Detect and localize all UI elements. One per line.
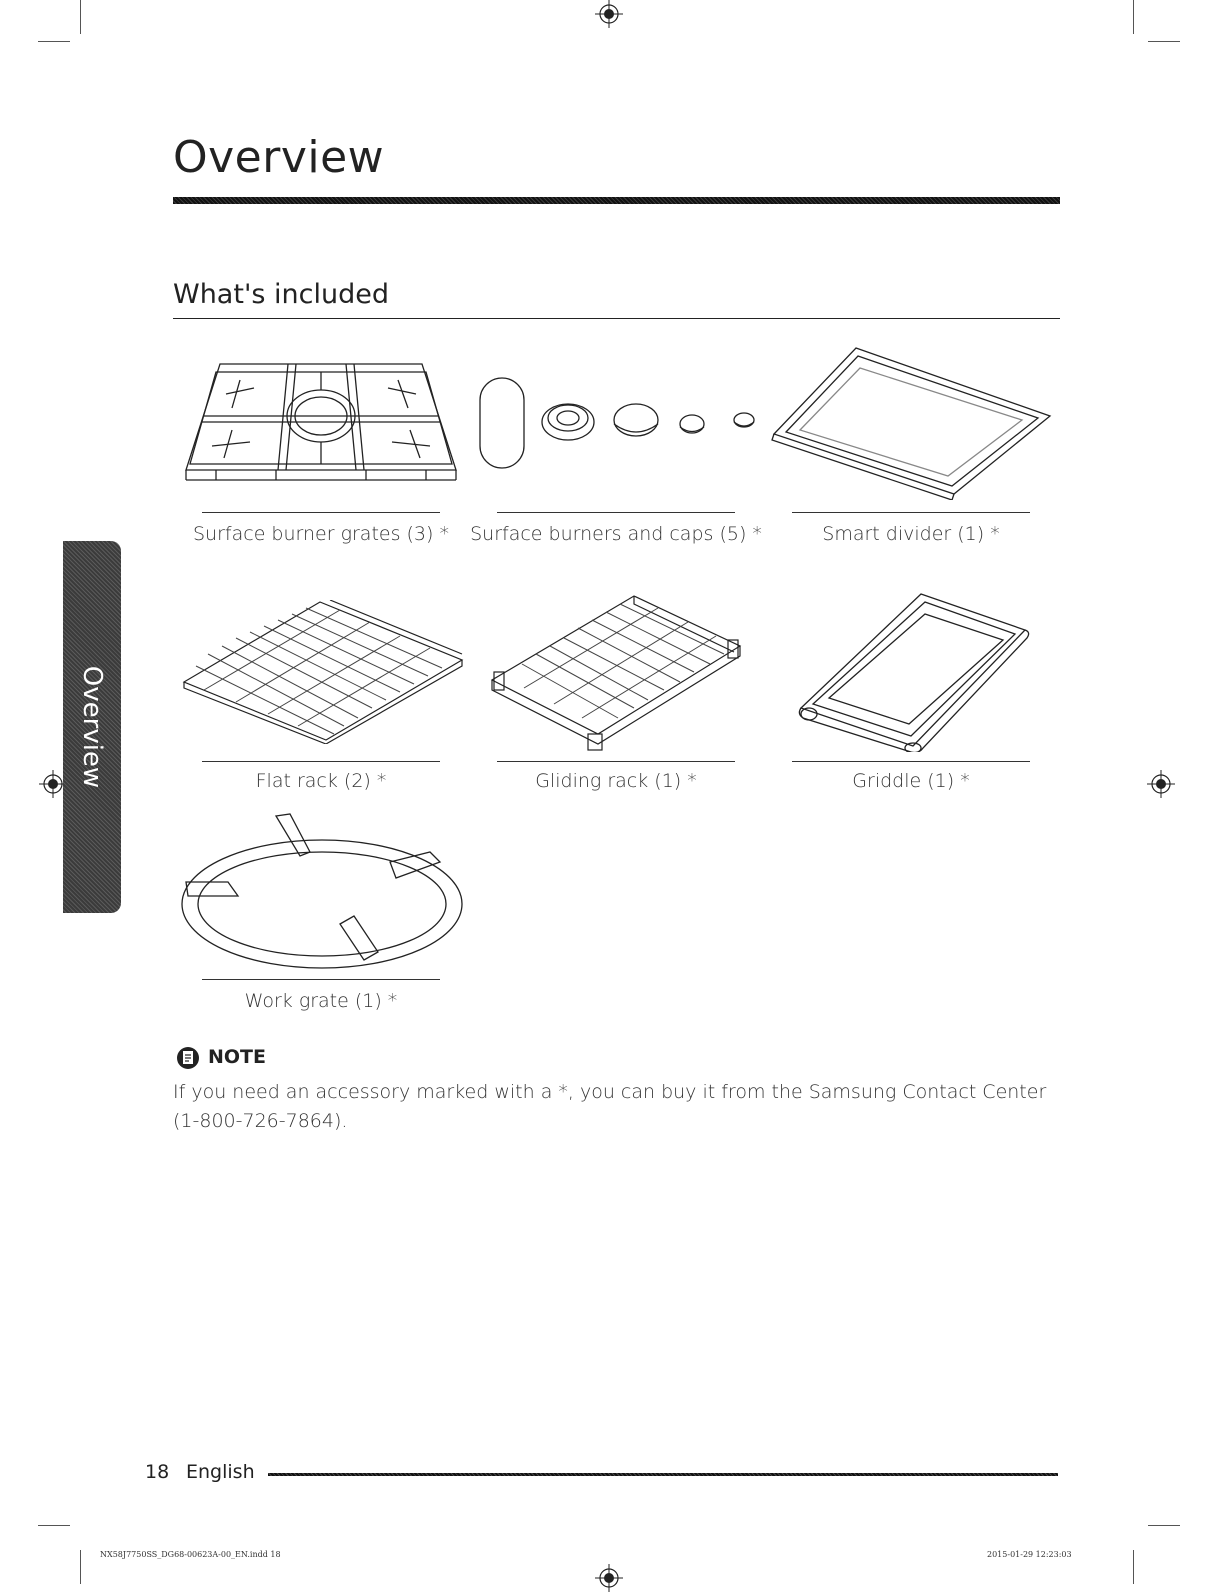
page-number: 18 [145, 1461, 170, 1483]
crop-mark [1133, 1550, 1134, 1584]
caption-burner-grates: Surface burner grates (3) * [193, 523, 449, 545]
crop-mark [1148, 1525, 1180, 1526]
flat-rack-illustration [180, 600, 466, 744]
crop-mark [80, 1550, 81, 1584]
print-slug-date: 2015-01-29 12:23:03 [987, 1550, 1072, 1559]
burner-grates-illustration [180, 358, 462, 486]
work-grate-illustration [178, 812, 468, 972]
registration-mark-icon [594, 1564, 624, 1594]
caption-griddle: Griddle (1) * [852, 770, 970, 792]
caption-burners-caps: Surface burners and caps (5) * [470, 523, 762, 545]
griddle-illustration [795, 590, 1031, 752]
note-icon [176, 1046, 200, 1070]
caption-work-grate: Work grate (1) * [244, 990, 398, 1012]
item-rule [202, 761, 440, 762]
print-slug-file: NX58J7750SS_DG68-00623A-00_EN.indd 18 [100, 1550, 281, 1559]
note-label: NOTE [208, 1046, 266, 1068]
registration-mark-icon [594, 0, 624, 30]
section-rule [173, 318, 1060, 319]
side-tab-label: Overview [77, 665, 107, 789]
item-rule [202, 512, 440, 513]
item-rule [202, 979, 440, 980]
side-tab [63, 541, 121, 913]
footer-rule [268, 1473, 1058, 1476]
registration-mark-icon [1146, 769, 1176, 799]
smart-divider-illustration [770, 340, 1056, 500]
title-rule [173, 197, 1060, 204]
crop-mark [1133, 0, 1134, 34]
section-title: What's included [173, 279, 389, 310]
note-text: If you need an accessory marked with a *, you can buy it from the Samsung Contact Center (1-800-726-7864). [173, 1081, 1047, 1132]
crop-mark [38, 41, 70, 42]
gliding-rack-illustration [488, 592, 746, 752]
footer-language: English [186, 1461, 255, 1483]
burners-caps-illustration [476, 372, 776, 472]
item-rule [792, 512, 1030, 513]
crop-mark [38, 1525, 70, 1526]
caption-gliding-rack: Gliding rack (1) * [535, 770, 697, 792]
caption-smart-divider: Smart divider (1) * [822, 523, 1000, 545]
crop-mark [1148, 41, 1180, 42]
item-rule [497, 761, 735, 762]
crop-mark [80, 0, 81, 34]
page-title: Overview [173, 132, 385, 183]
item-rule [792, 761, 1030, 762]
caption-flat-rack: Flat rack (2) * [255, 770, 387, 792]
item-rule [497, 512, 735, 513]
